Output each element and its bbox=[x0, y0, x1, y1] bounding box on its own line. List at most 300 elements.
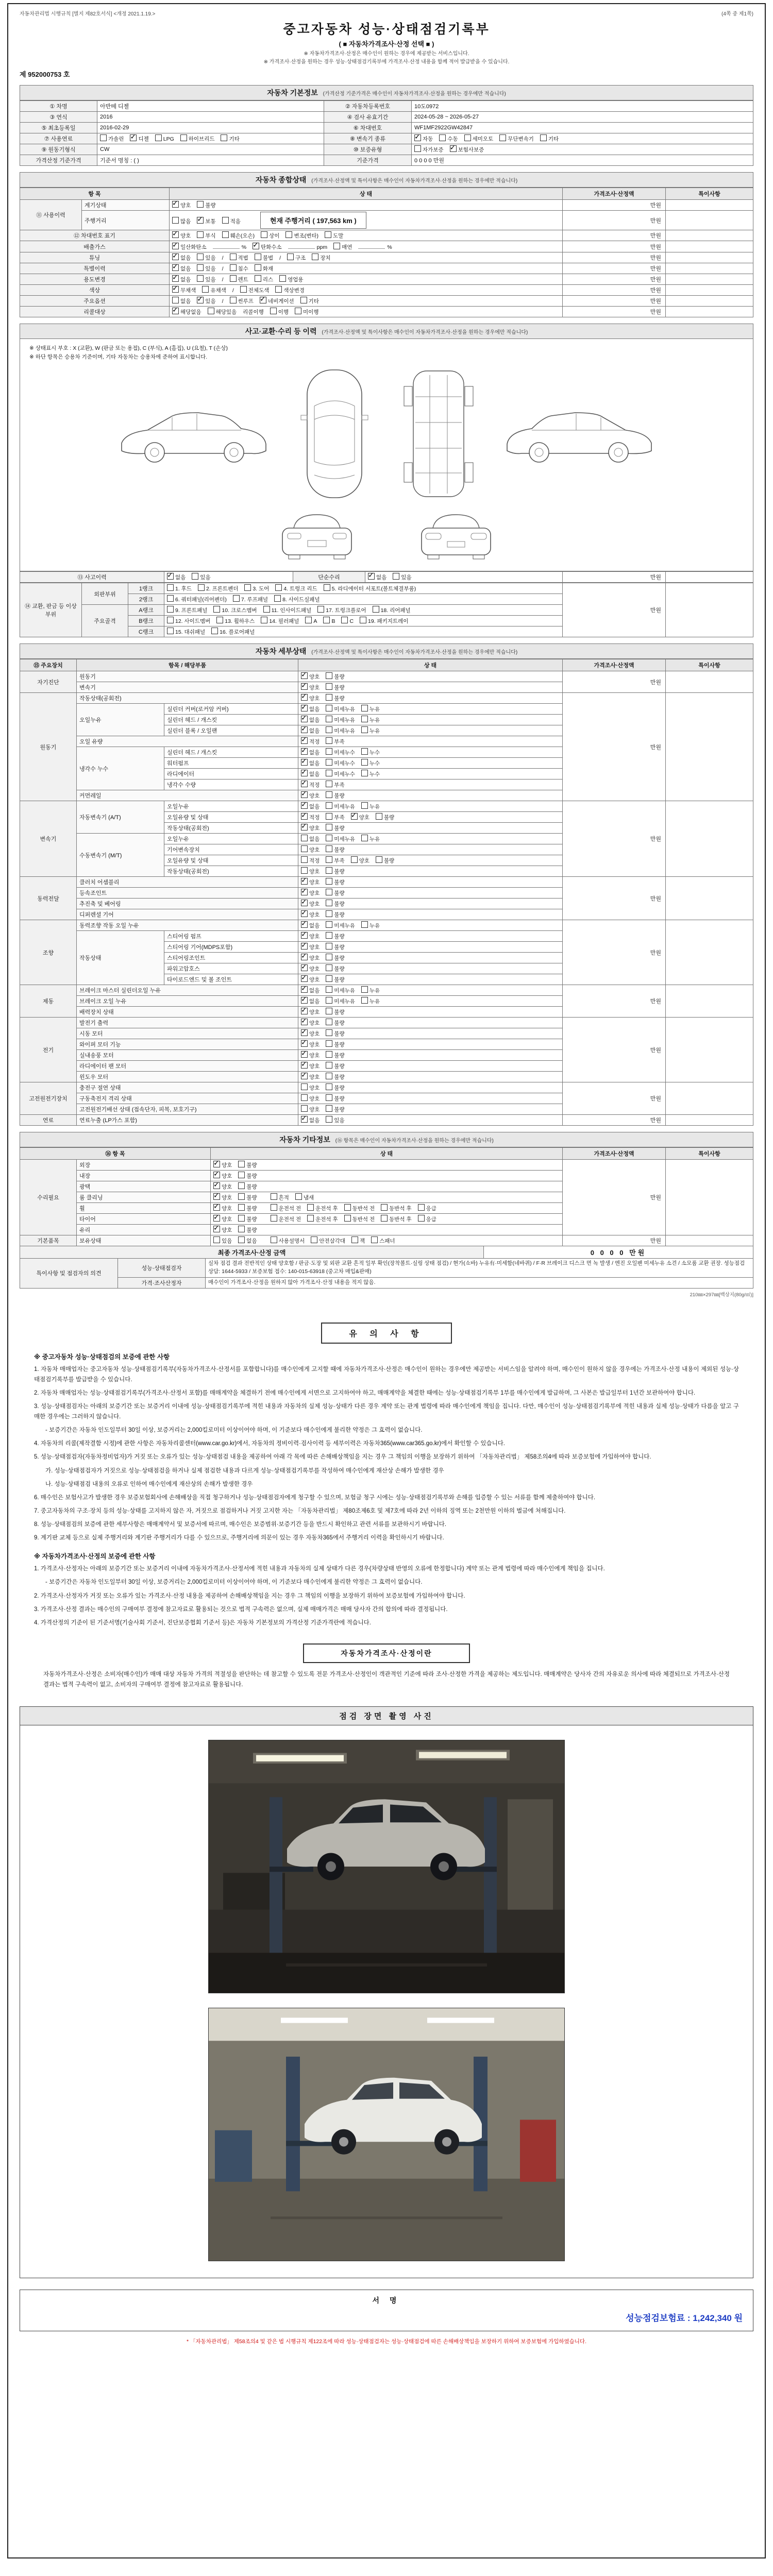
checkbox[interactable] bbox=[180, 134, 187, 141]
checkbox[interactable] bbox=[361, 748, 368, 755]
checkbox[interactable] bbox=[167, 584, 174, 591]
checkbox[interactable] bbox=[261, 617, 267, 623]
checkbox[interactable] bbox=[197, 264, 204, 271]
checkbox[interactable] bbox=[198, 584, 205, 591]
checkbox[interactable] bbox=[301, 986, 308, 993]
checkbox[interactable] bbox=[285, 231, 292, 238]
checkbox[interactable] bbox=[326, 889, 332, 895]
checkbox-option bbox=[260, 298, 294, 304]
checkbox[interactable] bbox=[301, 867, 308, 874]
checkbox-option bbox=[326, 912, 344, 918]
checkbox[interactable] bbox=[301, 997, 308, 1004]
table-cell bbox=[211, 1181, 563, 1192]
checkbox[interactable] bbox=[167, 617, 174, 623]
checkbox[interactable] bbox=[326, 900, 332, 906]
table-cell: 제동 bbox=[20, 985, 77, 1018]
checkbox-option bbox=[197, 218, 215, 225]
checkbox[interactable] bbox=[360, 617, 366, 623]
table-cell: 가격·조사산정자 bbox=[118, 1277, 206, 1288]
checkbox[interactable] bbox=[326, 1040, 332, 1047]
checkbox[interactable] bbox=[341, 617, 348, 623]
checkbox[interactable] bbox=[213, 1204, 220, 1211]
checkbox[interactable] bbox=[271, 1193, 277, 1200]
checkbox[interactable] bbox=[197, 297, 204, 303]
checkbox[interactable] bbox=[211, 628, 218, 634]
checkbox[interactable] bbox=[351, 856, 358, 863]
checkbox[interactable] bbox=[213, 1236, 220, 1243]
checkbox[interactable] bbox=[230, 297, 237, 303]
column-header: 특이사항 bbox=[666, 188, 753, 200]
checkbox[interactable] bbox=[271, 1215, 277, 1222]
checkbox[interactable] bbox=[167, 606, 174, 613]
checkbox[interactable] bbox=[213, 1193, 220, 1200]
checkbox[interactable] bbox=[381, 1215, 388, 1222]
checkbox-label: 없음 bbox=[309, 728, 320, 734]
checkbox-option bbox=[167, 607, 207, 614]
checkbox[interactable] bbox=[361, 802, 368, 809]
checkbox-label: 미세누유 bbox=[334, 988, 355, 994]
notice-paragraph: 7. 중고자동차의 구조·장치 등의 성능·상태를 고지하지 않은 자, 거짓으로 점검하거나 거짓 고지한 자는 「자동차관리법」 제80조제6호 및 제7호에 따라 2년 이하의 징역 또는 2천만원 이하의 벌금에 처해집니다. bbox=[34, 1507, 566, 1514]
checkbox-option bbox=[305, 618, 317, 624]
checkbox[interactable] bbox=[301, 791, 308, 798]
checkbox[interactable] bbox=[381, 1204, 388, 1211]
notice-paragraph: 가. 성능·상태점검자가 거짓으로 성능·상태점검을 하거나 실제 점검한 내용과 다르게 성능·상태점검기록부를 작성하여 매수인에게 재산상 손해가 발생한 경우 bbox=[34, 1466, 739, 1476]
checkbox[interactable] bbox=[301, 781, 308, 787]
checkbox[interactable] bbox=[344, 1204, 351, 1211]
checkbox[interactable] bbox=[312, 253, 318, 260]
checkbox[interactable] bbox=[333, 243, 340, 249]
checkbox-label: 불량 bbox=[334, 934, 345, 940]
checkbox[interactable] bbox=[301, 759, 308, 766]
checkbox[interactable] bbox=[172, 308, 179, 314]
checkbox[interactable] bbox=[326, 1094, 332, 1101]
checkbox-label: 3. 도어 bbox=[253, 586, 270, 592]
checkbox-label: 해당있음 bbox=[215, 309, 237, 315]
checkbox[interactable] bbox=[238, 1204, 245, 1211]
checkbox[interactable] bbox=[326, 975, 332, 982]
checkbox[interactable] bbox=[326, 932, 332, 939]
table-cell bbox=[298, 855, 563, 866]
checkbox[interactable] bbox=[326, 1019, 332, 1025]
column-header: 항 목 bbox=[20, 188, 170, 200]
checkbox[interactable] bbox=[301, 705, 308, 711]
checkbox[interactable] bbox=[260, 297, 266, 303]
checkbox-option bbox=[192, 574, 210, 581]
checkbox-option bbox=[301, 825, 320, 832]
checkbox[interactable] bbox=[244, 584, 251, 591]
checkbox[interactable] bbox=[301, 683, 308, 690]
checkbox[interactable] bbox=[213, 1215, 220, 1222]
checkbox[interactable] bbox=[361, 716, 368, 722]
checkbox-option bbox=[271, 1216, 301, 1223]
checkbox[interactable] bbox=[255, 275, 261, 282]
section-title: 자동차 세부상태 bbox=[255, 647, 307, 655]
checkbox-label: 미이행 bbox=[303, 309, 319, 315]
checkbox[interactable] bbox=[172, 275, 179, 282]
table-cell bbox=[298, 996, 563, 1007]
checkbox[interactable] bbox=[216, 617, 223, 623]
table-cell: 만원 bbox=[563, 1115, 666, 1126]
checkbox[interactable] bbox=[167, 573, 174, 580]
checkbox[interactable] bbox=[213, 1172, 220, 1178]
checkbox-label: 양호 bbox=[309, 1107, 320, 1113]
checkbox[interactable] bbox=[230, 264, 237, 271]
checkbox-option bbox=[222, 218, 241, 225]
checkbox[interactable] bbox=[301, 1029, 308, 1036]
checkbox[interactable] bbox=[172, 231, 179, 238]
checkbox-label: 양호 bbox=[309, 890, 320, 896]
checkbox[interactable] bbox=[197, 253, 204, 260]
checkbox[interactable] bbox=[213, 1182, 220, 1189]
checkbox[interactable] bbox=[371, 1236, 378, 1243]
checkbox-option bbox=[341, 618, 354, 624]
checkbox[interactable] bbox=[414, 134, 421, 141]
checkbox[interactable] bbox=[301, 1062, 308, 1069]
checkbox[interactable] bbox=[326, 910, 332, 917]
checkbox[interactable] bbox=[255, 253, 261, 260]
checkbox[interactable] bbox=[130, 134, 137, 141]
checkbox[interactable] bbox=[301, 1040, 308, 1047]
checkbox[interactable] bbox=[326, 835, 332, 841]
checkbox-option bbox=[368, 574, 386, 581]
checkbox[interactable] bbox=[301, 716, 308, 722]
checkbox[interactable] bbox=[238, 1193, 245, 1200]
checkbox[interactable] bbox=[167, 595, 174, 602]
checkbox[interactable] bbox=[326, 770, 332, 776]
checkbox[interactable] bbox=[326, 672, 332, 679]
checkbox[interactable] bbox=[351, 1236, 358, 1243]
checkbox[interactable] bbox=[100, 134, 107, 141]
checkbox[interactable] bbox=[305, 617, 312, 623]
checkbox[interactable] bbox=[361, 986, 368, 993]
checkbox[interactable] bbox=[230, 275, 237, 282]
table-row bbox=[20, 985, 753, 996]
table-cell bbox=[298, 1039, 563, 1050]
checkbox[interactable] bbox=[197, 275, 204, 282]
checkbox[interactable] bbox=[263, 606, 270, 613]
checkbox[interactable] bbox=[361, 997, 368, 1004]
checkbox[interactable] bbox=[238, 1236, 245, 1243]
checkbox[interactable] bbox=[418, 1204, 425, 1211]
checkbox[interactable] bbox=[326, 878, 332, 885]
checkbox[interactable] bbox=[222, 231, 229, 238]
table-cell bbox=[211, 1171, 563, 1181]
checkbox[interactable] bbox=[326, 986, 332, 993]
checkbox-option bbox=[221, 136, 239, 142]
checkbox-label: 미세누수 bbox=[334, 750, 355, 756]
table-cell bbox=[298, 899, 563, 909]
table-cell: 등속조인트 bbox=[77, 888, 298, 899]
checkbox-option bbox=[439, 136, 458, 142]
checkbox[interactable] bbox=[351, 813, 358, 820]
checkbox[interactable] bbox=[361, 759, 368, 766]
checkbox[interactable] bbox=[213, 1226, 220, 1232]
checkbox[interactable] bbox=[326, 737, 332, 744]
checkbox[interactable] bbox=[499, 134, 506, 141]
checkbox[interactable] bbox=[301, 943, 308, 950]
checkbox[interactable] bbox=[172, 264, 179, 271]
checkbox[interactable] bbox=[326, 997, 332, 1004]
table-row bbox=[20, 572, 753, 583]
checkbox[interactable] bbox=[172, 286, 179, 293]
table-row bbox=[20, 801, 753, 812]
checkbox-option bbox=[361, 836, 380, 842]
table-cell: ⑤ 최초등록일 bbox=[20, 123, 97, 133]
checkbox[interactable] bbox=[376, 813, 382, 820]
checkbox[interactable] bbox=[326, 954, 332, 960]
checkbox-option bbox=[326, 674, 344, 680]
checkbox[interactable] bbox=[326, 1083, 332, 1090]
checkbox[interactable] bbox=[275, 584, 282, 591]
checkbox-label: 불량 bbox=[334, 847, 345, 853]
checkbox[interactable] bbox=[326, 1008, 332, 1014]
checkbox-label: 양호 bbox=[309, 825, 320, 832]
checkbox[interactable] bbox=[172, 201, 179, 208]
checkbox[interactable] bbox=[301, 889, 308, 895]
checkbox[interactable] bbox=[192, 573, 198, 580]
table-cell bbox=[298, 834, 563, 844]
table-cell: 만원 bbox=[563, 877, 666, 920]
checkbox-label: 18. 리어패널 bbox=[380, 607, 411, 614]
notice-paragraph: 4. 자동차의 리콜(제작결함 시정)에 관한 사항은 자동차리콜센터(www.car.go.kr)에서, 자동차의 정비이력·검사이력 등 세부이력은 자동차365(www.car365.go.kr)에서 확인할 수 있습니다. bbox=[34, 1440, 505, 1447]
checkbox[interactable] bbox=[295, 1193, 302, 1200]
checkbox[interactable] bbox=[301, 845, 308, 852]
checkbox[interactable] bbox=[326, 1073, 332, 1079]
checkbox[interactable] bbox=[301, 1008, 308, 1014]
checkbox[interactable] bbox=[361, 705, 368, 711]
table-cell bbox=[412, 133, 753, 144]
panel-exchange-table bbox=[20, 583, 753, 637]
checkbox-label: 없음 bbox=[180, 266, 191, 272]
checkbox-option bbox=[216, 618, 255, 624]
car-diagram-row-2 bbox=[29, 509, 744, 563]
checkbox[interactable] bbox=[271, 1204, 277, 1211]
checkbox[interactable] bbox=[301, 964, 308, 971]
checkbox[interactable] bbox=[307, 1204, 314, 1211]
checkbox[interactable] bbox=[361, 835, 368, 841]
checkbox[interactable] bbox=[197, 231, 204, 238]
checkbox[interactable] bbox=[238, 1215, 245, 1222]
checkbox[interactable] bbox=[326, 726, 332, 733]
checkbox[interactable] bbox=[450, 145, 457, 152]
table-cell: 만원 bbox=[563, 920, 666, 985]
checkbox[interactable] bbox=[301, 824, 308, 831]
checkbox[interactable] bbox=[324, 584, 330, 591]
checkbox[interactable] bbox=[361, 770, 368, 776]
column-header: 항목 / 해당부품 bbox=[77, 659, 298, 671]
checkbox-label: 없음 bbox=[246, 1238, 257, 1244]
checkbox[interactable] bbox=[326, 824, 332, 831]
checkbox[interactable] bbox=[287, 253, 294, 260]
checkbox[interactable] bbox=[326, 791, 332, 798]
status-text: / bbox=[232, 287, 234, 294]
checkbox-option bbox=[326, 934, 344, 940]
checkbox[interactable] bbox=[418, 1215, 425, 1222]
checkbox[interactable] bbox=[326, 694, 332, 701]
checkbox-option bbox=[326, 879, 344, 886]
checkbox[interactable] bbox=[326, 921, 332, 928]
table-cell bbox=[298, 1115, 563, 1126]
checkbox[interactable] bbox=[326, 964, 332, 971]
checkbox-label: 양호 bbox=[309, 934, 320, 940]
checkbox-label: 불량 bbox=[246, 1173, 257, 1179]
checkbox[interactable] bbox=[326, 845, 332, 852]
checkbox[interactable] bbox=[261, 231, 267, 238]
checkbox[interactable] bbox=[301, 921, 308, 928]
table-cell: 가격산정 기준가격 bbox=[20, 155, 97, 166]
checkbox[interactable] bbox=[238, 1182, 245, 1189]
checkbox-label: 세미오토 bbox=[472, 136, 494, 142]
checkbox[interactable] bbox=[255, 264, 261, 271]
checkbox[interactable] bbox=[279, 275, 286, 282]
checkbox-option bbox=[172, 277, 191, 283]
checkbox[interactable] bbox=[270, 308, 277, 314]
checkbox[interactable] bbox=[326, 856, 332, 863]
checkbox[interactable] bbox=[172, 217, 179, 224]
checkbox[interactable] bbox=[301, 900, 308, 906]
checkbox[interactable] bbox=[230, 253, 237, 260]
checkbox[interactable] bbox=[301, 835, 308, 841]
checkbox-option bbox=[230, 266, 248, 272]
checkbox[interactable] bbox=[361, 921, 368, 928]
checkbox[interactable] bbox=[197, 201, 204, 208]
checkbox[interactable] bbox=[414, 145, 421, 152]
table-cell: 0 0 0 0 만원 bbox=[484, 1246, 753, 1259]
basic-info-table bbox=[20, 100, 753, 166]
checkbox[interactable] bbox=[301, 856, 308, 863]
checkbox[interactable] bbox=[326, 705, 332, 711]
checkbox[interactable] bbox=[344, 1215, 351, 1222]
checkbox[interactable] bbox=[326, 781, 332, 787]
checkbox[interactable] bbox=[376, 856, 382, 863]
checkbox[interactable] bbox=[213, 606, 220, 613]
checkbox[interactable] bbox=[464, 134, 471, 141]
checkbox-label: 안전삼각대 bbox=[319, 1238, 346, 1244]
checkbox[interactable] bbox=[361, 726, 368, 733]
checkbox[interactable] bbox=[301, 1116, 308, 1123]
checkbox[interactable] bbox=[323, 617, 330, 623]
checkbox[interactable] bbox=[240, 286, 247, 293]
checkbox[interactable] bbox=[301, 802, 308, 809]
checkbox[interactable] bbox=[326, 1105, 332, 1112]
checkbox[interactable] bbox=[301, 878, 308, 885]
checkbox[interactable] bbox=[301, 737, 308, 744]
checkbox[interactable] bbox=[208, 308, 214, 314]
checkbox[interactable] bbox=[238, 1226, 245, 1232]
checkbox[interactable] bbox=[222, 217, 229, 224]
checkbox[interactable] bbox=[301, 748, 308, 755]
checkbox-label: 디젤 bbox=[138, 136, 149, 142]
checkbox[interactable] bbox=[326, 867, 332, 874]
table-cell bbox=[211, 1225, 563, 1235]
checkbox[interactable] bbox=[311, 1236, 317, 1243]
checkbox[interactable] bbox=[275, 286, 282, 293]
checkbox[interactable] bbox=[301, 932, 308, 939]
checkbox[interactable] bbox=[301, 726, 308, 733]
notice-paragraph: 1. 가격조사·산정자는 아래의 보증기간 또는 보증거리 이내에 자동차가격조사·산정서에 적힌 내용과 자동차의 실제 상태가 다른 경우(차량상태 반영의 오류에 한정합니다) 계약 또는 관계 법령에 따라 매수인에게 책임을 집니다. bbox=[34, 1566, 605, 1572]
checkbox[interactable] bbox=[326, 683, 332, 690]
checkbox[interactable] bbox=[202, 286, 209, 293]
checkbox-option bbox=[326, 1085, 344, 1091]
checkbox-label: 유채색 bbox=[210, 287, 226, 294]
checkbox[interactable] bbox=[326, 759, 332, 766]
checkbox[interactable] bbox=[301, 1051, 308, 1058]
checkbox[interactable] bbox=[301, 1073, 308, 1079]
table-cell: 작동상태(공회전) bbox=[164, 823, 298, 834]
checkbox-option bbox=[213, 1162, 232, 1168]
checkbox[interactable] bbox=[301, 1105, 308, 1112]
checkbox[interactable] bbox=[307, 1215, 314, 1222]
checkbox[interactable] bbox=[301, 975, 308, 982]
checkbox[interactable] bbox=[213, 1161, 220, 1167]
checkbox[interactable] bbox=[326, 1051, 332, 1058]
checkbox[interactable] bbox=[326, 1029, 332, 1036]
table-cell bbox=[666, 572, 753, 583]
checkbox-label: 있음 bbox=[401, 574, 412, 581]
checkbox-option bbox=[172, 309, 201, 315]
checkbox[interactable] bbox=[167, 628, 174, 634]
checkbox[interactable] bbox=[172, 253, 179, 260]
checkbox[interactable] bbox=[373, 606, 379, 613]
checkbox[interactable] bbox=[300, 297, 307, 303]
checkbox[interactable] bbox=[301, 1083, 308, 1090]
checkbox-option bbox=[301, 998, 320, 1005]
checkbox[interactable] bbox=[325, 231, 331, 238]
checkbox[interactable] bbox=[368, 573, 375, 580]
checkbox[interactable] bbox=[326, 748, 332, 755]
checkbox[interactable] bbox=[301, 954, 308, 960]
checkbox-option bbox=[326, 858, 344, 864]
checkbox-label: 누유 bbox=[369, 804, 380, 810]
checkbox[interactable] bbox=[238, 1161, 245, 1167]
checkbox[interactable] bbox=[233, 595, 240, 602]
checkbox[interactable] bbox=[271, 1236, 277, 1243]
checkbox-label: 불량 bbox=[246, 1227, 257, 1233]
checkbox[interactable] bbox=[301, 1019, 308, 1025]
checkbox[interactable] bbox=[301, 910, 308, 917]
checkbox-label: 불량 bbox=[334, 977, 345, 983]
checkbox-label: 없음 bbox=[175, 574, 186, 581]
checkbox[interactable] bbox=[326, 943, 332, 950]
checkbox[interactable] bbox=[301, 672, 308, 679]
checkbox[interactable] bbox=[238, 1172, 245, 1178]
checkbox[interactable] bbox=[221, 134, 227, 141]
checkbox[interactable] bbox=[301, 813, 308, 820]
checkbox[interactable] bbox=[326, 813, 332, 820]
checkbox[interactable] bbox=[172, 243, 179, 249]
checkbox[interactable] bbox=[197, 217, 204, 224]
checkbox[interactable] bbox=[393, 573, 399, 580]
checkbox[interactable] bbox=[326, 716, 332, 722]
checkbox[interactable] bbox=[326, 1116, 332, 1123]
checkbox[interactable] bbox=[439, 134, 446, 141]
checkbox[interactable] bbox=[326, 802, 332, 809]
checkbox[interactable] bbox=[317, 606, 324, 613]
checkbox[interactable] bbox=[301, 694, 308, 701]
checkbox-label: 있음 bbox=[205, 277, 216, 283]
checkbox[interactable] bbox=[155, 134, 162, 141]
checkbox[interactable] bbox=[295, 308, 301, 314]
checkbox[interactable] bbox=[301, 1094, 308, 1101]
checkbox[interactable] bbox=[274, 595, 281, 602]
checkbox[interactable] bbox=[172, 297, 179, 303]
checkbox-label: 리스 bbox=[262, 277, 274, 283]
checkbox[interactable] bbox=[326, 1062, 332, 1069]
checkbox[interactable] bbox=[301, 770, 308, 776]
checkbox[interactable] bbox=[253, 243, 259, 249]
checkbox-label: 양호 bbox=[309, 966, 320, 972]
checkbox[interactable] bbox=[540, 134, 547, 141]
